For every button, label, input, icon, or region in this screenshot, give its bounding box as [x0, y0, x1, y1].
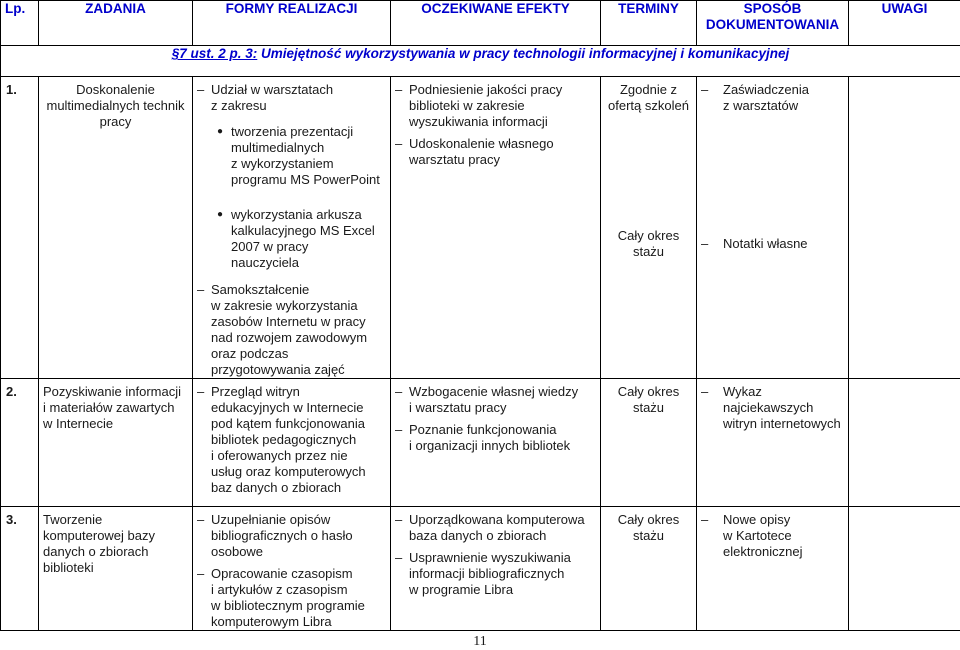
dash-mark: –	[197, 512, 211, 560]
table-row	[1, 507, 960, 631]
list-item: – Nowe opisy w Kartotece elektronicznej	[701, 512, 844, 560]
header-zadania: ZADANIA	[39, 1, 193, 46]
section-ref: §7 ust. 2 p. 3:	[172, 46, 258, 61]
list-item: – Udoskonalenie własnego warsztatu pracy	[395, 136, 596, 168]
list-item: – Przegląd witryn edukacyjnych w Internecie pod kątem funkcjonowania bibliotek pedagogicznych i oferowanych przez nie usług oraz komputerowych baz danych o zbiorach	[197, 384, 386, 496]
dash-mark: –	[701, 512, 723, 560]
term-text: Cały okres stażu	[603, 512, 694, 544]
list-item: – Zaświadczenia z warsztatów	[701, 82, 844, 114]
forms-cell	[193, 77, 391, 379]
dash-mark: –	[701, 236, 723, 252]
term-cell	[601, 77, 697, 379]
dash-mark: –	[395, 82, 409, 130]
list-item: ● tworzenia prezentacji multimedialnych z wykorzystaniem programu MS PowerPoint	[217, 124, 386, 188]
list-item: – Opracowanie czasopism i artykułów z czasopism w bibliotecznym programie komputerowym Libra	[197, 566, 386, 630]
term-text: Zgodnie z ofertą szkoleń	[603, 82, 694, 114]
header-lp: Lp.	[1, 1, 39, 46]
list-item: – Usprawnienie wyszukiwania informacji bibliograficznych w programie Libra	[395, 550, 596, 598]
forms-cell	[193, 379, 391, 507]
task-text: Doskonalenie multimedialnych technik pracy	[43, 82, 188, 130]
row-number: 3.	[1, 507, 39, 631]
page-number: 11	[0, 634, 960, 650]
table-row	[1, 379, 960, 507]
term-text: Cały okres stażu	[603, 228, 694, 260]
list-item: – Poznanie funkcjonowania i organizacji innych bibliotek	[395, 422, 596, 454]
task-text: Tworzenie komputerowej bazy danych o zbiorach biblioteki	[43, 512, 188, 576]
dash-mark: –	[197, 82, 211, 114]
header-sposob-line2: DOKUMENTOWANIA	[697, 17, 848, 33]
dash-mark: –	[395, 136, 409, 168]
bullet-mark: ●	[217, 207, 231, 271]
notes-cell	[849, 507, 960, 631]
effects-cell	[391, 507, 601, 631]
task-cell	[39, 379, 193, 507]
list-item: – Uzupełnianie opisów bibliograficznych o hasło osobowe	[197, 512, 386, 560]
forms-cell	[193, 507, 391, 631]
section-row	[1, 46, 960, 77]
section-heading	[1, 46, 960, 77]
header-uwagi: UWAGI	[849, 1, 960, 46]
term-cell	[601, 379, 697, 507]
header-row	[1, 1, 960, 46]
header-formy: FORMY REALIZACJI	[193, 1, 391, 46]
task-text: Pozyskiwanie informacji i materiałów zawartych w Internecie	[43, 384, 188, 432]
dash-mark: –	[395, 384, 409, 416]
task-cell	[39, 507, 193, 631]
dash-mark: –	[701, 82, 723, 114]
row-number: 1.	[1, 77, 39, 379]
dash-mark: –	[395, 512, 409, 544]
list-item: – Udział w warsztatach z zakresu	[197, 82, 386, 114]
dash-mark: –	[197, 384, 211, 496]
list-item: – Wzbogacenie własnej wiedzy i warsztatu pracy	[395, 384, 596, 416]
dash-mark: –	[395, 550, 409, 598]
list-item: ● wykorzystania arkusza kalkulacyjnego MS Excel 2007 w pracy nauczyciela	[217, 207, 386, 271]
dash-mark: –	[701, 384, 723, 432]
bullet-mark: ●	[217, 124, 231, 188]
list-item: – Podniesienie jakości pracy biblioteki w zakresie wyszukiwania informacji	[395, 82, 596, 130]
notes-cell	[849, 77, 960, 379]
notes-cell	[849, 379, 960, 507]
header-sposob	[697, 1, 849, 46]
task-cell	[39, 77, 193, 379]
list-item: – Wykaz najciekawszych witryn internetowych	[701, 384, 844, 432]
doc-cell	[697, 77, 849, 379]
doc-cell	[697, 379, 849, 507]
list-item: – Uporządkowana komputerowa baza danych o zbiorach	[395, 512, 596, 544]
dash-mark: –	[197, 566, 211, 630]
header-sposob-line1: SPOSÓB	[697, 1, 848, 17]
header-efekty: OCZEKIWANE EFEKTY	[391, 1, 601, 46]
header-terminy: TERMINY	[601, 1, 697, 46]
list-item: – Notatki własne	[701, 236, 844, 252]
doc-cell	[697, 507, 849, 631]
dash-mark: –	[395, 422, 409, 454]
list-item: – Samokształcenie w zakresie wykorzystania zasobów Internetu w pracy nad rozwojem zawodowym oraz podczas przygotowywania zajęć	[197, 282, 386, 378]
table-row	[1, 77, 960, 379]
dash-mark: –	[197, 282, 211, 378]
effects-cell	[391, 77, 601, 379]
term-text: Cały okres stażu	[603, 384, 694, 416]
effects-cell	[391, 379, 601, 507]
section-title: Umiejętność wykorzystywania w pracy technologii informacyjnej i komunikacyjnej	[257, 46, 789, 61]
row-number: 2.	[1, 379, 39, 507]
term-cell	[601, 507, 697, 631]
